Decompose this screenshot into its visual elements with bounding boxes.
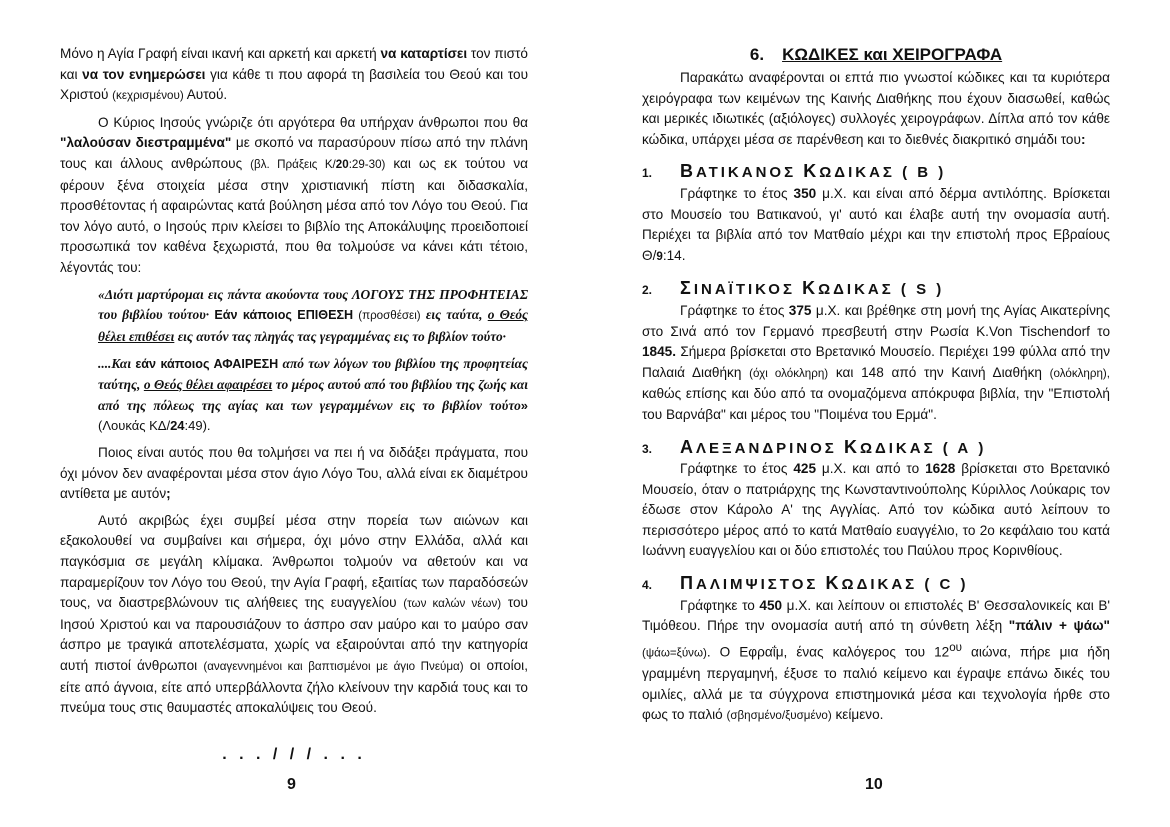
paragraph: Γράφτηκε το 450 μ.Χ. και λείπουν οι επιστολές Β' Θεσσαλονικείς και Β' Τιμόθεου. Πήρε την ονομασία αυτή από τη σύνθετη λέξη "πάλιν + ψάω" (ψάω=ξύνω). Ο Εφραΐμ, ένας καλόγερος του $12^{o\upsilon}$ αιώνα, πήρε μια ήδη γραμμένη περγαμηνή, έξυσε το παλιό κείμενο και έγραψε επάνω δικές του ομιλίες, αλλά με τα σύγχρονα επιστημονικά μέσα και τεχνολογία ήρθε στο φως το παλιό (σβησμένο/ξυσμένο) κείμενο. xyxy=(642,597,1110,723)
paragraph: Μόνο η Αγία Γραφή είναι ικανή και αρκετή και αρκετή να καταρτίσει τον πιστό και να τον ενημερώσει για κάθε τι που αφορά τη βασιλεία του Θεού και του Χριστού (κεχρισμένου) Αυτού. xyxy=(60,46,529,103)
section-title: ΚΩΔΙΚΕΣ και ΧΕΙΡΟΓΡΑΦΑ xyxy=(782,45,1003,64)
left-page xyxy=(60,44,528,765)
section-heading xyxy=(642,44,1110,66)
scripture-quote: «Διότι μαρτύρομαι εις πάντα ακούοντα τους ΛΟΓΟΥΣ ΤΗΣ ΠΡΟΦΗΤΕΙΑΣ του βιβλίου τούτου· Εάν κάποιος ΕΠΙΘΕΣΗ (προσθέσει) εις ταύτα, ο Θεός θέλει επιθέσει εις αυτόν τας πληγάς τας γεγραμμένας εις το βιβλίον τούτο· xyxy=(98,286,528,345)
page-number: 9 xyxy=(287,776,296,793)
right-page xyxy=(642,44,1110,727)
paragraph: Ο Κύριος Ιησούς γνώριζε ότι αργότερα θα υπήρχαν άνθρωποι που θα "λαλούσαν διεστραμμένα" με σκοπό να παρασύρουν πίσω από την πλάνη τους και άλλους ανθρώπους (βλ. Πράξεις Κ/20:29-30) και ως εκ τούτου να φέρουν ξένα στοιχεία μέσα στην χριστιανική πίστη και διδασκαλία, προσθέτοντας ή αφαιρώντας κατά βούληση μέσα από τον Λόγο του Θεού. Για τον λόγο αυτό, ο Ιησούς πριν κλείσει το βιβλίο της Αποκάλυψης προειδοποιεί προσωπικά τον καθένα ξεχωριστά, που θα τολμούσε να κάνει κάτι τέτοιο, λέγοντάς του: xyxy=(60,114,529,275)
codex-heading: 1. ΒΑΤΙΚΑΝΟΣ ΚΩΔΙΚΑΣ ( Β ) xyxy=(642,161,947,182)
section-number: 6. xyxy=(749,45,765,64)
paragraph: Ποιος είναι αυτός που θα τολμήσει να πει ή να διδάξει πράγματα, που όχι μόνον δεν αναφέρονται μέσα στον άγιο Λόγο Του, αλλά είναι εκ διαμέτρου αντίθετα με αυτόν; xyxy=(60,445,528,502)
codex-heading: 2. ΣΙΝΑΪΤΙΚΟΣ ΚΩΔΙΚΑΣ ( S ) xyxy=(642,278,945,299)
paragraph: Αυτό ακριβώς έχει συμβεί μέσα στην πορεία των αιώνων και εξακολουθεί να συμβαίνει και σήμερα, όχι μόνο στην Ελλάδα, αλλά και παγκόσμια σε μεγάλη κλίμακα. Άνθρωποι τολμούν να αθετούν και να παραμερίζουν τον Λόγο του Θεού, την Αγία Γραφή, εξαιτίας των παραδόσεών τους, να διαστρεβλώνουν τις αλήθειες της ευαγγελίου (των καλών νέων) του Ιησού Χριστού και να παρουσιάζουν το άσπρο σαν μαύρο και το μαύρο σαν άσπρο με τραγικά αποτελέσματα, χωρίς να εξαιρούνται από την κατηγορία αυτή πιστοί άνθρωποι (αναγεννημένοι και βαπτισμένοι με άγιο Πνεύμα) οι οποίοι, είτε από άγνοια, είτε από υπερβάλλοντα ζήλο κλείνουν την καρδιά τους και το πνεύμα τους στις θαυμαστές αποκαλύψεις του Θεού. xyxy=(60,512,528,716)
scripture-quote: ....Και εάν κάποιος ΑΦΑΙΡΕΣΗ από των λόγων του βιβλίου της προφητείας ταύτης, ο Θεός θέλει αφαιρέσει το μέρος αυτού από του βιβλίου της ζωής και από της πόλεως της αγίας και των γεγραμμένων εις το βιβλίον τούτο» (Λουκάς ΚΔ/24:49). xyxy=(98,355,529,434)
paragraph: Γράφτηκε το έτος 425 μ.Χ. και από το 1628 βρίσκεται στο Βρετανικό Μουσείο, όταν ο πατριάρχης της Κωνσταντινούπολης Κύριλλος Λούκαρις τον έδωσε στον Κάρολο Α' της Αγγλίας. Από τον κώδικα αυτό λείπουν το περισσότερο μέρος από το κατά Ματθαίο ευαγγέλιο, το 2ο κεφάλαιο του κατά Ιωάννη ευαγγελίου και οι δύο επιστολές του Παύλου προς Κορινθίους. xyxy=(642,461,1110,559)
paragraph: Γράφτηκε το έτος 375 μ.Χ. και βρέθηκε στη μονή της Αγίας Αικατερίνης στο Σινά από τον Γερμανό πρεσβευτή στην Ρωσία K.Von Tischendorf το 1845. Σήμερα βρίσκεται στο Βρετανικό Μουσείο. Περιέχει 199 φύλλα από την Παλαιά Διαθήκη (όχι ολόκληρη) και 148 από την Καινή Διαθήκη (ολόκληρη), καθώς επίσης και δύο από τα ονομαζόμενα απόκρυφα βιβλία, την "Επιστολή του Βαρνάβα" και μέρος του "Ποιμένα του Ερμά". xyxy=(642,302,1110,422)
section-separator: . . . / / / . . . xyxy=(222,745,366,763)
codex-heading: 3. ΑΛΕΞΑΝΔΡΙΝΟΣ ΚΩΔΙΚΑΣ ( Α ) xyxy=(642,436,987,457)
page-number: 10 xyxy=(865,776,883,793)
paragraph: Γράφτηκε το έτος 350 μ.Χ. και είναι από δέρμα αντιλόπης. Βρίσκεται στο Μουσείο του Βατικανού, γι' αυτό και έλαβε αυτή την ονομασία αυτή. Περιέχει τα βιβλία από τον Ματθαίο μέχρι και την επιστολή προς Εβραίους Θ/9:14. xyxy=(642,185,1111,263)
codex-heading: 4. ΠΑΛΙΜΨΙΣΤΟΣ ΚΩΔΙΚΑΣ ( C ) xyxy=(642,573,969,594)
paragraph: Παρακάτω αναφέρονται οι επτά πιο γνωστοί κώδικες και τα κυριότερα χειρόγραφα των κειμένων της Καινής Διαθήκης που έχουν διασωθεί, καθώς και μερικές ιδιωτικές (αξιόλογες) συλλογές χειρογράφων. Δίπλα από τον κάθε κώδικα, υπάρχει μέσα σε παρένθεση και το διεθνές διακριτικό σημάδι του: xyxy=(642,70,1110,147)
